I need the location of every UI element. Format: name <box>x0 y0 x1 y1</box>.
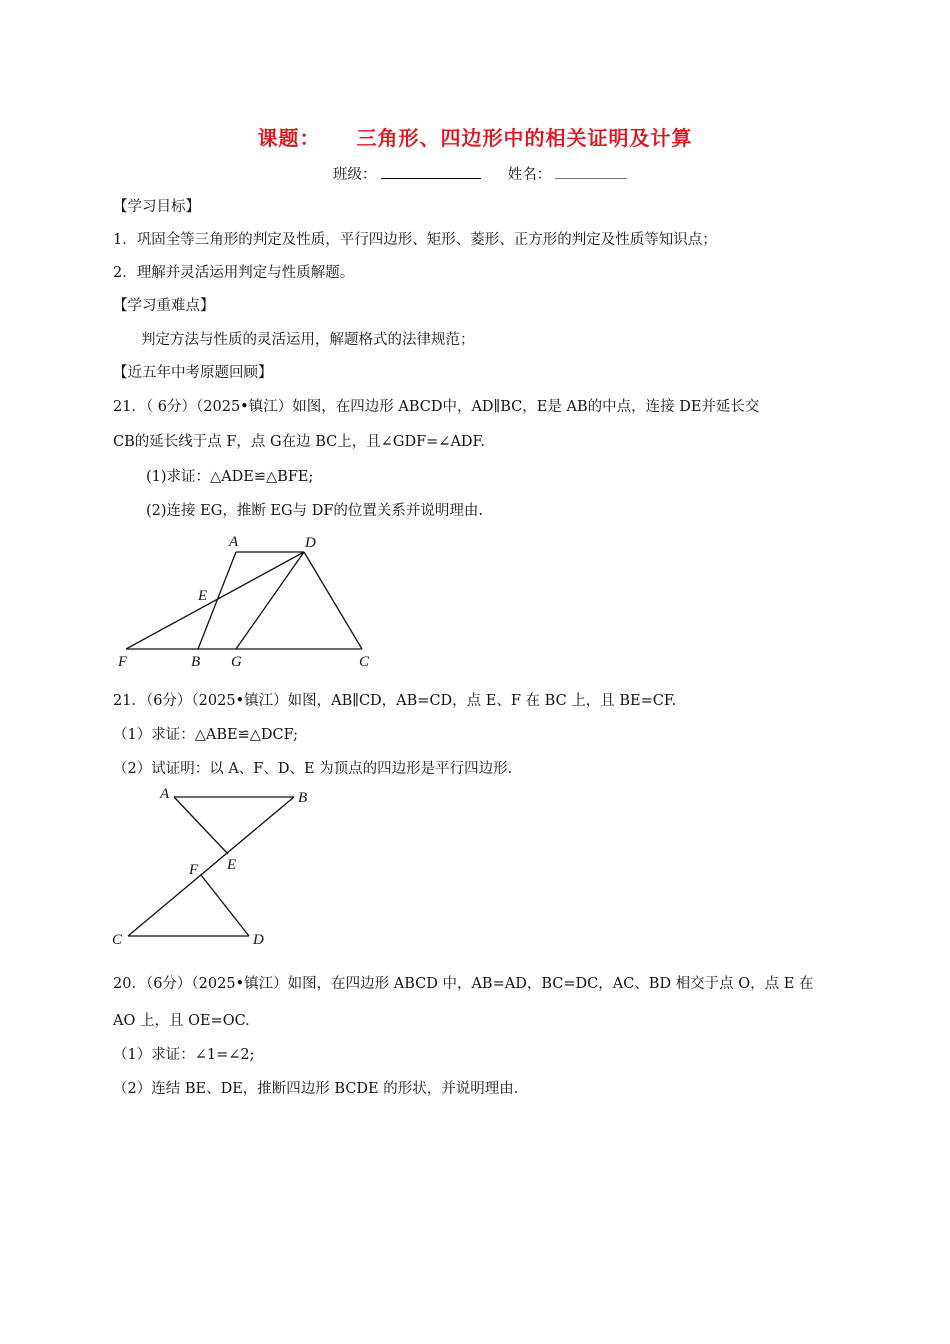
goal-1: 1．巩固全等三角形的判定及性质，平行四边形、矩形、菱形、正方形的判定及性质等知识点； <box>113 232 717 248</box>
segment-dc <box>304 552 362 649</box>
label-g: G <box>231 654 242 670</box>
segment-ae <box>174 797 228 854</box>
key-text: 判定方法与性质的灵活运用，解题格式的法律规范； <box>141 332 475 348</box>
q1-part2: (2)连接 EG，推断 EG与 DF的位置关系并说明理由. <box>146 503 483 519</box>
label-c: C <box>359 654 370 670</box>
q2-line1: 21．（6分）（2025•镇江）如图，AB∥CD，AB=CD，点 E、F 在 BC 上，且 BE=CF. <box>113 693 677 709</box>
label-a: A <box>160 786 170 802</box>
q2-figure <box>108 783 323 951</box>
label-d: D <box>305 535 316 551</box>
label-e: E <box>227 857 237 873</box>
goals-header: 【学习目标】 <box>113 199 200 215</box>
q3-line1: 20．（6分）（2025•镇江）如图，在四边形 ABCD 中，AB=AD，BC=DC，AC、BD 相交于点 O，点 E 在 <box>113 976 814 992</box>
label-d: D <box>253 932 264 948</box>
label-c: C <box>112 932 123 948</box>
q2-part2: （2）试证明：以 A、F、D、E 为顶点的四边形是平行四边形. <box>113 761 513 777</box>
q1-figure <box>110 525 380 673</box>
segment-dg <box>236 552 304 649</box>
q1-line1: 21．（ 6分）（2025•镇江）如图，在四边形 ABCD中，AD∥BC，E是 AB的中点，连接 DE并延长交 <box>113 399 760 415</box>
segment-fd <box>201 875 249 936</box>
name-field[interactable] <box>555 164 627 179</box>
q1-line2: CB的延长线于点 F，点 G在边 BC上，且∠GDF=∠ADF. <box>113 434 485 450</box>
label-f: F <box>118 654 128 670</box>
label-a: A <box>229 534 239 550</box>
student-info <box>333 164 627 185</box>
review-header: 【近五年中考原题回顾】 <box>113 365 273 381</box>
page-title <box>0 122 950 151</box>
q3-part1: （1）求证：∠1=∠2; <box>113 1047 255 1063</box>
label-b: B <box>191 654 201 670</box>
class-label: 班级： <box>333 167 377 183</box>
label-f: F <box>189 862 199 878</box>
q3-part2: （2）连结 BE、DE，推断四边形 BCDE 的形状，并说明理由. <box>113 1081 519 1097</box>
title-prefix: 课题： <box>257 126 321 150</box>
segment-df <box>126 552 304 649</box>
segment-bc <box>128 797 294 936</box>
label-b: B <box>298 790 308 806</box>
label-e: E <box>198 588 208 604</box>
q2-part1: （1）求证：△ABE≌△DCF; <box>113 727 299 743</box>
goal-2: 2．理解并灵活运用判定与性质解题。 <box>113 265 355 281</box>
q1-part1: (1)求证：△ADE≌△BFE; <box>146 469 314 485</box>
title-main: 三角形、四边形中的相关证明及计算 <box>356 126 693 150</box>
q3-line2: AO 上，且 OE=OC. <box>113 1013 250 1029</box>
key-header: 【学习重难点】 <box>113 298 215 314</box>
name-label: 姓名： <box>507 167 552 183</box>
class-field[interactable] <box>381 164 481 179</box>
